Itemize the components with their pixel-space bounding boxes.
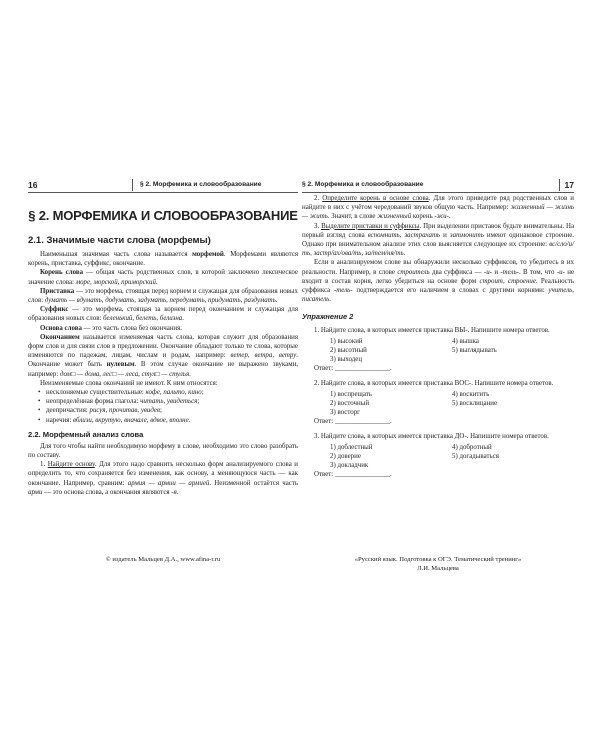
- paragraph-root-def: Корень слова — общая часть родственных слов, в которой заключено лексическое значение слова: море, морской, приморский.: [28, 269, 298, 286]
- footer-book-title: «Русский язык. Подготовка к ОГЭ. Тематический тренинг»: [354, 556, 522, 563]
- left-running-head: [28, 180, 298, 193]
- paragraph-suffix-def: Суффикс — это морфема, стоящая за корнем перед окончанием и служащая для образования новых слов: беленький, белеть, белизна.: [28, 306, 298, 323]
- paragraph-step-2: 2. Определите корень в основе слова. Для этого приведите ряд родственных слов и найдите в них с учётом чередований звуков общую часть. Например: жизненный — жизнь — жить. Значит, в слове жизненный корень -жи-.: [302, 195, 575, 221]
- task-3-options: [302, 443, 574, 471]
- task-2-question: 2. Найдите слова, в которых имеется приставка ВОС-. Напишите номера ответов.: [314, 380, 554, 388]
- option: 2) доверие: [330, 452, 361, 460]
- task-1-question: 1. Найдите слова, в которых имеется приставка ВЫ-. Напишите номера ответов.: [314, 327, 550, 335]
- section-2-1-title: 2.1. Значимые части слова (морфемы): [28, 235, 211, 246]
- option: 4) воскитить: [452, 390, 490, 398]
- exercise-title: Упражнение 2: [302, 312, 354, 322]
- left-page-number: 16: [28, 180, 38, 190]
- right-page: [302, 180, 574, 570]
- task-2-options: [302, 390, 574, 418]
- section-2-2-title: 2.2. Морфемный анализ слова: [28, 429, 144, 439]
- chapter-title: § 2. МОРФЕМИКА И СЛОВООБРАЗОВАНИЕ: [28, 208, 298, 223]
- option: 5) догадываться: [452, 452, 499, 460]
- footer-author: Л.И. Мальцева: [417, 564, 459, 572]
- task-3-question: 3. Найдите слова, в которых имеется приставка ДО-. Напишите номера ответов.: [314, 433, 549, 441]
- option: 5) восклицание: [452, 399, 497, 407]
- option: 2) высотный: [330, 346, 367, 354]
- paragraph-stem-def: Основа слова — это часть слова без окончания.: [40, 324, 183, 332]
- right-running-head: [302, 180, 574, 193]
- option: 3) выходец: [330, 356, 363, 364]
- option: 3) докладчик: [330, 462, 369, 470]
- list-item: • наречия: вблизи, вкрутую, вначале, вдвое, вполне.: [46, 416, 298, 425]
- option: 3) восторг: [330, 409, 360, 417]
- paragraph-prefix-def: Приставка — это морфема, стоящая перед корнем и служащая для образования новых слов: думать — вдумать, додумать, задумать, передумать, придумать, раздумать.: [28, 287, 298, 305]
- option: 4) вышка: [452, 337, 479, 345]
- option: 2) восточный: [330, 399, 370, 407]
- unchangeable-list: [28, 388, 298, 425]
- task-1-options: [302, 337, 574, 365]
- list-item: • несклоняемые существительные: кофе, пальто, кино;: [46, 388, 298, 397]
- list-item: • деепричастия: рисуя, прочитав, увидев;: [46, 406, 298, 415]
- right-footer: [302, 556, 574, 574]
- task-2-answer: Ответ: ________________.: [314, 418, 392, 426]
- paragraph-unchangeable: Неизменяемые слова окончаний не имеют. К ним относятся:: [40, 379, 218, 387]
- list-item: • неопределённая форма глагола: читать, увидеться;: [46, 397, 298, 406]
- paragraph-morpheme-def: Наименьшая значимая часть слова называется морфемой. Морфемами являются корень, приставка, суффикс, окончание.: [28, 251, 299, 268]
- right-section-title: § 2. Морфемика и словообразование: [302, 181, 424, 188]
- paragraph-suffix-check: Если в анализируемом слове вы обнаружили несколько суффиксов, то убедитесь в их реальности. Например, в слове строитель два суффикса — -и- и -тель-. В том, что -и- не входит в состав корня, легко убедиться на основе форм строит, строение. Реальность суффикса -тель- подтверждается его наличием в словах с другими корнями: учитель, писатель.: [302, 259, 575, 304]
- option: 1) воспрещать: [330, 390, 372, 398]
- option: 5) выглядывать: [452, 346, 497, 354]
- right-content: [302, 194, 574, 485]
- left-section-title: § 2. Морфемика и словообразование: [140, 181, 262, 188]
- task-1-answer: Ответ: ________________.: [314, 365, 392, 373]
- paragraph-analysis-intro: Для того чтобы найти необходимую морфему в слове, необходимо это слово разобрать по составу.: [28, 442, 298, 460]
- option: 1) доблестный: [330, 443, 373, 451]
- option: 1) высокий: [330, 337, 363, 345]
- left-page: [28, 180, 298, 570]
- paragraph-step-1: 1. Найдите основу. Для этого надо сравнить несколько форм анализируемого слова и определить то, что сохраняется без изменения, как основу, а меняющуюся часть — как окончание. Например, сравним: армия — армии — армией. Неизменной остаётся часть арми — это основа слова, а окончания являются -я.: [28, 461, 298, 496]
- paragraph-ending-def: Окончанием называется изменяемая часть слова, которая служит для образования форм слов и для связи слов в предложении. Окончание обладают только те слова, которые изменяются по падежам, лицам, числам и родам, например: ветер, ветра, ветру. Окончание может быть нулевым. В этом случае окончание не выражено звуками, например: дом□ — дома, лес□ — леса, стул□ — стулья.: [28, 333, 298, 378]
- task-3-answer: Ответ: ________________.: [314, 471, 392, 479]
- paragraph-step-3: 3. Выделите приставки и суффиксы. При выделении приставок будьте внимательны. На первый взгляд слова вспомнить, застрахать и затмонить имеют одинаковое строение. Однако при внимательном анализе этих слов выясняется следующее их строение: вс/сло/и/ть, застр/ах/ова/ть, за/тем/ня/ть.: [302, 222, 575, 258]
- right-page-number: 17: [564, 180, 574, 190]
- left-content: [28, 194, 298, 497]
- left-footer: © издатель Мальцев Д.А., www.afina-r.ru: [105, 556, 221, 563]
- option: 4) добротный: [452, 443, 492, 451]
